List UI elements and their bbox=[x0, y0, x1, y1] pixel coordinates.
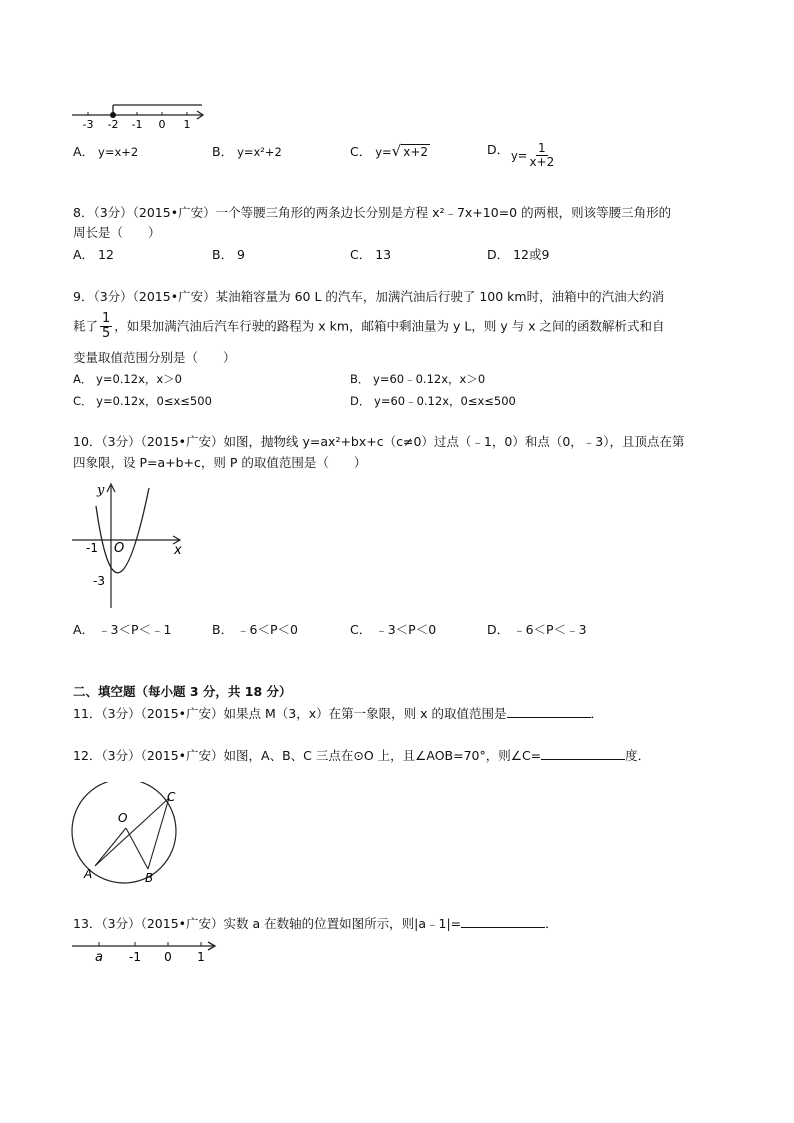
q11-text: 11．（3分）（2015•广安）如果点 M（3，x）在第一象限，则 x 的取值范围是 bbox=[73, 706, 507, 721]
q7-tick-label: 0 bbox=[158, 118, 166, 131]
q8-option-d: D． 12或9 bbox=[487, 247, 550, 262]
q12-segment-bc bbox=[148, 798, 169, 869]
q13-tick-label: 1 bbox=[197, 950, 205, 964]
q12-segment-ac bbox=[95, 798, 169, 866]
q7-tick-label: -1 bbox=[131, 118, 143, 131]
q9-option-b: B． y=60﹣0.12x，x＞0 bbox=[350, 372, 486, 386]
q13-number-line bbox=[70, 938, 222, 968]
q9-fraction bbox=[100, 312, 112, 341]
q7-option-a-letter: A． bbox=[73, 144, 95, 159]
q10-option-a: A． ﹣3＜P＜﹣1 bbox=[73, 622, 172, 637]
q10-origin-label: O bbox=[114, 541, 125, 556]
q9-frac-num: 1 bbox=[102, 311, 111, 326]
q7-sqrt-sign: √ bbox=[391, 142, 402, 160]
q7-option-b-expr: y=x²+2 bbox=[237, 145, 282, 159]
q7-option-c-prefix: y= bbox=[375, 145, 392, 159]
q13-stem bbox=[73, 915, 558, 932]
q7-option-c-radicand: x+2 bbox=[403, 145, 429, 159]
q8-stem-line2: 周长是（ ） bbox=[73, 225, 161, 240]
q7-option-b bbox=[212, 144, 282, 160]
q10-option-b: B． ﹣6＜P＜0 bbox=[212, 622, 298, 637]
q12-label-b: B bbox=[145, 871, 154, 885]
q12-segment-oa bbox=[95, 828, 126, 866]
q12-answer-blank[interactable] bbox=[541, 747, 625, 760]
q7-option-d-prefix: y= bbox=[511, 148, 528, 163]
q10-neg-one-label: -1 bbox=[86, 541, 98, 555]
q13-tick-label: -1 bbox=[129, 950, 141, 964]
q13-a-label: a bbox=[95, 950, 103, 965]
q8-option-c: C． 13 bbox=[350, 247, 392, 262]
q9-stem-line2 bbox=[73, 312, 665, 341]
q10-parabola-graph bbox=[70, 478, 190, 610]
q9-stem-line1: 9．（3分）（2015•广安）某油箱容量为 60 L 的汽车，加满汽油后行驶了 100 km时，油箱中的汽油大约消 bbox=[73, 289, 665, 304]
q8-stem-line1: 8．（3分）（2015•广安）一个等腰三角形的两条边长分别是方程 x²﹣7x+10=0 的两根，则该等腰三角形的 bbox=[73, 205, 672, 220]
q12-stem bbox=[73, 747, 650, 764]
q10-x-label: x bbox=[174, 543, 182, 558]
q11-end: ． bbox=[590, 706, 604, 721]
q9-option-c: C． y=0.12x，0≤x≤500 bbox=[73, 394, 212, 408]
q9-line2-post: ，如果加满汽油后汽车行驶的路程为 x km，邮箱中剩油量为 y L，则 y 与 x 之间的函数解析式和自 bbox=[114, 318, 665, 334]
q10-y-label: y bbox=[97, 483, 105, 498]
q13-end: ． bbox=[545, 916, 558, 931]
q7-number-line bbox=[68, 102, 210, 132]
q10-stem-line1: 10．（3分）（2015•广安）如图，抛物线 y=ax²+bx+c（c≠0）过点（﹣1，0）和点（0，﹣3），且顶点在第 bbox=[73, 434, 685, 449]
q7-option-a bbox=[73, 144, 138, 160]
q7-option-d-letter: D． bbox=[487, 142, 510, 157]
q10-option-c: C． ﹣3＜P＜0 bbox=[350, 622, 437, 637]
q8-option-b: B． 9 bbox=[212, 247, 246, 262]
q10-parabola bbox=[96, 488, 149, 573]
q11-answer-blank[interactable] bbox=[507, 705, 591, 718]
q10-option-d: D． ﹣6＜P＜﹣3 bbox=[487, 622, 587, 637]
q7-option-d-num: 1 bbox=[538, 141, 546, 155]
q9-line2-pre: 耗了 bbox=[73, 318, 99, 334]
q7-option-d-expr bbox=[511, 142, 556, 169]
q12-text: 12．（3分）（2015•广安）如图，A、B、C 三点在⊙O 上，且∠AOB=70°，则∠C= bbox=[73, 748, 542, 763]
q7-option-d-fraction bbox=[529, 142, 554, 169]
q8-option-a: A． 12 bbox=[73, 247, 114, 262]
q12-label-a: A bbox=[84, 867, 93, 881]
q10-neg-three-label: -3 bbox=[93, 574, 105, 588]
q7-option-d-den: x+2 bbox=[529, 155, 555, 169]
q13-text: 13．（3分）（2015•广安）实数 a 在数轴的位置如图所示，则|a﹣1|= bbox=[73, 916, 462, 931]
q11-stem bbox=[73, 705, 603, 722]
q7-tick-label: -3 bbox=[82, 118, 94, 131]
q12-label-o: O bbox=[118, 811, 128, 825]
q12-circle-figure bbox=[66, 782, 196, 888]
q9-option-a: A． y=0.12x，x＞0 bbox=[73, 372, 182, 386]
q12-label-c: C bbox=[167, 790, 176, 804]
q9-option-d: D． y=60﹣0.12x，0≤x≤500 bbox=[350, 394, 516, 408]
q9-frac-den: 5 bbox=[102, 326, 111, 341]
q7-option-c-letter: C． bbox=[350, 144, 372, 159]
q12-end: 度． bbox=[625, 748, 651, 763]
q13-tick-label: 0 bbox=[164, 950, 172, 964]
q7-option-b-letter: B． bbox=[212, 144, 234, 159]
q10-stem-line2: 四象限，设 P=a+b+c，则 P 的取值范围是（ ） bbox=[73, 455, 367, 470]
q7-tick-label: 1 bbox=[183, 118, 191, 131]
section-2-title: 二、填空题（每小题 3 分，共 18 分） bbox=[73, 684, 292, 699]
q7-option-a-expr: y=x+2 bbox=[98, 145, 139, 159]
q9-stem-line3: 变量取值范围分别是（ ） bbox=[73, 350, 236, 365]
q7-tick-label: -2 bbox=[107, 118, 119, 131]
q7-option-c bbox=[350, 143, 430, 160]
q13-answer-blank[interactable] bbox=[461, 915, 545, 928]
